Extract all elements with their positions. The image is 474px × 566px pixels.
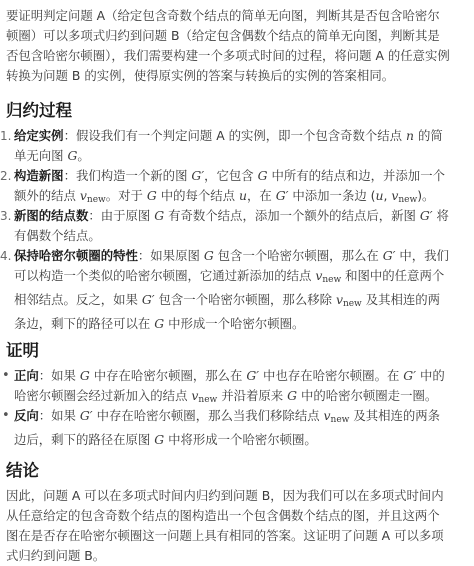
section-heading-reduction: 归约过程: [6, 101, 72, 120]
proof-text: ：如果 G′ 中存在哈密尔顿圈，那么当我们移除结点 $v_{new}$ 及其相连的两条边后，剩下的路径在原图 G 中将形成一个哈密尔顿圈。: [14, 408, 441, 447]
step-title: 保持哈密尔顿圈的特性: [14, 248, 138, 263]
proof-item-backward: [2, 406, 452, 450]
step-text: ：假设我们有一个判定问题 A 的实例，即一个包含奇数个结点 n 的简单无向图 G。: [14, 128, 443, 163]
reduction-step-3: [0, 206, 452, 246]
step-title: 构造新图: [14, 168, 64, 183]
reduction-step-4: [0, 246, 452, 334]
step-number: 3.: [0, 209, 12, 223]
step-text: ：我们构造一个新的图 G′，它包含 G 中所有的结点和边，并添加一个额外的结点 $v_{new}$。对于 G 中的每个结点 u，在 G′ 中添加一条边 (u, $v_{new}$)。: [14, 168, 445, 205]
step-title: 新图的结点数: [14, 208, 89, 223]
intro-paragraph: 要证明判定问题 A（给定包含奇数个结点的简单无向图，判断其是否包含哈密尔顿圈）可以多项式归约到问题 B（给定包含偶数个结点的简单无向图，判断其是否包含哈密尔顿圈），我们需要构建一个多项式时间的过程，将问题 A 的任意实例转换为问题 B 的实例，使得原实例的答案与转换后的实例的答案相同。: [6, 8, 450, 83]
proof-title: 反向: [14, 408, 39, 423]
proof-item-forward: [2, 366, 452, 410]
step-number: 4.: [0, 249, 12, 263]
proof-text: ：如果 G 中存在哈密尔顿圈，那么在 G′ 中也存在哈密尔顿圈。在 G′ 中的哈密尔顿圈会经过新加入的结点 $v_{new}$ 并沿着原来 G 中的哈密尔顿圈走一圈。: [14, 368, 445, 405]
step-number: 2.: [0, 169, 12, 183]
bullet: •: [2, 368, 10, 383]
bullet: •: [2, 408, 10, 423]
step-text: ：如果原图 G 包含一个哈密尔顿圈，那么在 G′ 中，我们可以构造一个类似的哈密尔顿圈，它通过新添加的结点 $v_{new}$ 和图中的任意两个相邻结点。反之，如果 G′ 包含一个哈密尔顿圈，那么移除 $v_{new}$ 及其相连的两条边，剩下的路径可以在 G 中形成一个哈密尔顿圈。: [14, 248, 449, 331]
step-number: 1.: [0, 129, 12, 143]
proof-title: 正向: [14, 368, 39, 383]
conclusion-paragraph: 因此，问题 A 可以在多项式时间内归约到问题 B，因为我们可以在多项式时间内从任意给定的包含奇数个结点的图构造出一个包含偶数个结点的图，并且这两个图在是否存在哈密尔顿圈这一问题上具有相同的答案。这证明了问题 A 可以多项式归约到问题 B。: [6, 488, 444, 563]
section-heading-conclusion: 结论: [6, 461, 39, 480]
reduction-step-2: [0, 166, 452, 210]
step-text: ：由于原图 G 有奇数个结点，添加一个额外的结点后，新图 G′ 将有偶数个结点。: [14, 208, 449, 243]
section-heading-proof: 证明: [6, 341, 39, 360]
reduction-step-1: [0, 126, 452, 166]
step-title: 给定实例: [14, 128, 64, 143]
